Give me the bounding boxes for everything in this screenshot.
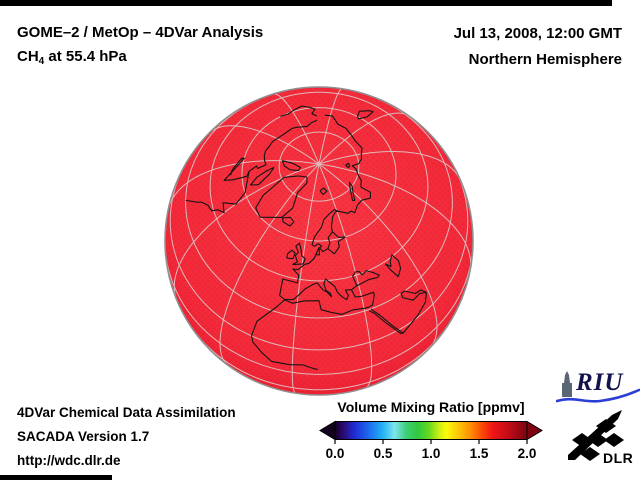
credit-line-1: 4DVar Chemical Data Assimilation <box>17 405 236 420</box>
species-level-line: $CH_4$ at 55.4 hPa <box>17 48 127 67</box>
riu-cathedral-icon <box>562 371 572 397</box>
colorbar-title: Volume Mixing Ratio [ppmv] <box>337 399 525 415</box>
region-label: Northern Hemisphere <box>468 51 622 68</box>
datetime-label: Jul 13, 2008, 12:00 GMT <box>453 25 622 42</box>
dlr-logo-text: DLR <box>603 450 634 466</box>
colorbar <box>315 418 547 446</box>
colorbar-tick-label: 0.0 <box>325 446 345 461</box>
colorbar-tick-label: 1.5 <box>469 446 489 461</box>
figure-title: GOME–2 / MetOp – 4DVar Analysis <box>17 24 264 41</box>
species-subscript: 4 <box>38 56 45 67</box>
colorbar-tick-label: 0.5 <box>373 446 393 461</box>
dlr-logo <box>566 410 638 470</box>
credit-url: http://wdc.dlr.de <box>17 453 121 468</box>
colorbar-tick-label: 1.0 <box>421 446 441 461</box>
credit-line-2: SACADA Version 1.7 <box>17 429 150 444</box>
colorbar-tick-label: 2.0 <box>517 446 537 461</box>
footer-credits <box>17 401 236 473</box>
riu-logo <box>556 369 640 405</box>
riu-logo-text: RIU <box>576 369 624 396</box>
